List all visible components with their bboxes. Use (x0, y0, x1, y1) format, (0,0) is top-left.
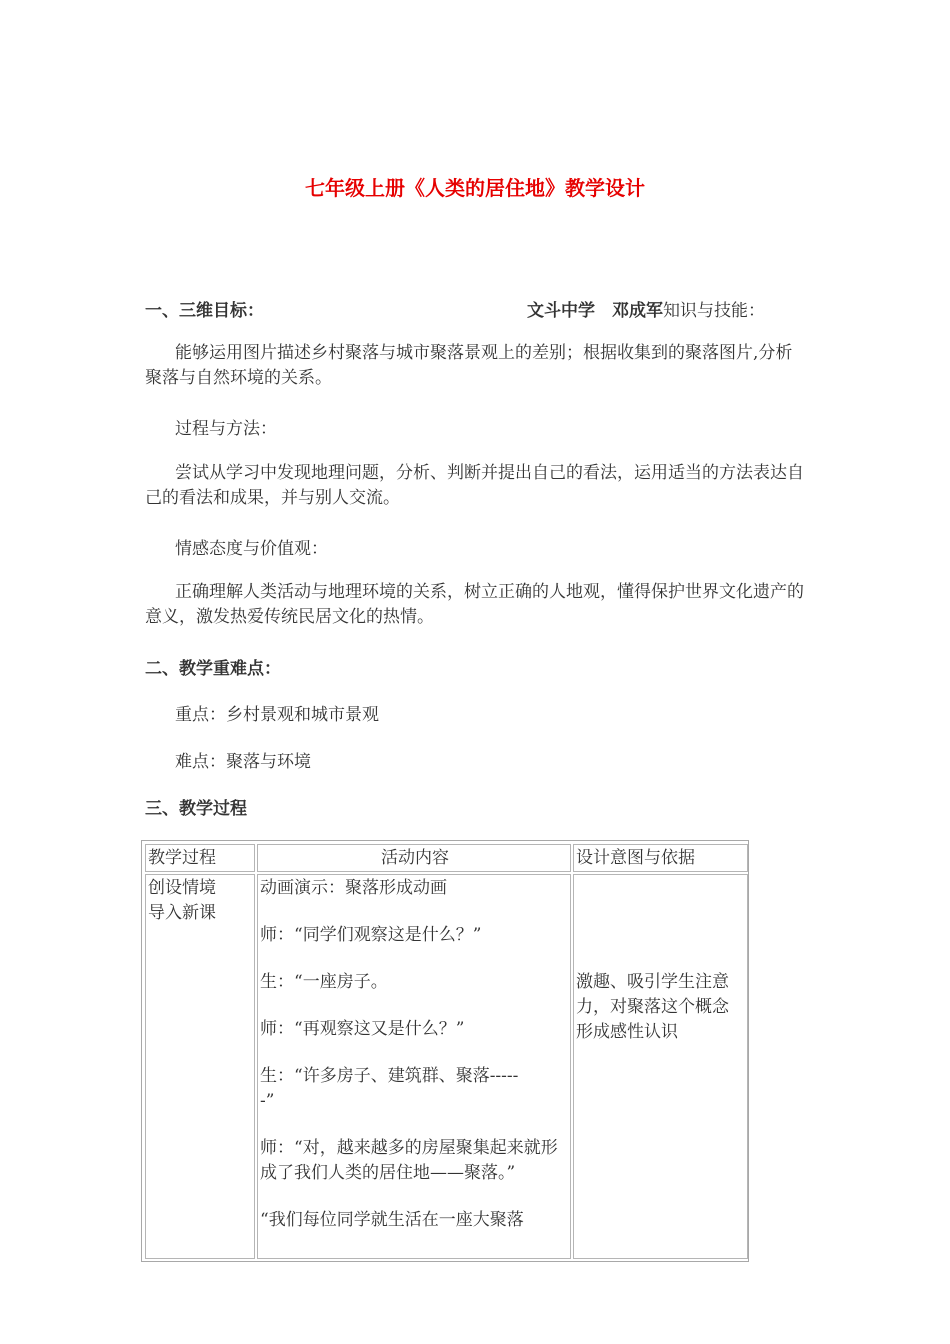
activity-line: 师：“对，越来越多的房屋聚集起来就形成了我们人类的居住地——聚落。” (260, 1138, 558, 1183)
activity-line: 生：“许多房子、建筑群、聚落------” (260, 1066, 519, 1111)
author-line (527, 296, 765, 321)
section1-heading: 一、三维目标： (145, 301, 264, 321)
activity-line: 生：“一座房子。 (260, 972, 388, 992)
section2-heading: 二、教学重难点： (145, 659, 281, 679)
row1-activities (257, 874, 571, 1259)
stage-line-2: 导入新课 (148, 903, 216, 923)
header-activity: 活动内容 (257, 844, 571, 872)
section3-heading: 三、教学过程 (145, 799, 247, 819)
document-title: 七年级上册《人类的居住地》教学设计 (305, 176, 645, 200)
school-author: 文斗中学 邓成军 (527, 301, 663, 321)
process-label: 过程与方法： (175, 419, 277, 439)
teaching-process-table (141, 840, 749, 1262)
process-text: 尝试从学习中发现地理问题，分析、判断并提出自己的看法，运用适当的方法表达自己的看法和成果，并与别人交流。 (145, 463, 804, 508)
emotion-label: 情感态度与价值观： (175, 539, 328, 559)
stage-line-1: 创设情境 (148, 878, 216, 898)
knowledge-text: 能够运用图片描述乡村聚落与城市聚落景观上的差别；根据收集到的聚落图片,分析聚落与自然环境的关系。 (145, 343, 793, 388)
emotion-text: 正确理解人类活动与地理环境的关系，树立正确的人地观，懂得保护世界文化遗产的意义，激发热爱传统民居文化的热情。 (145, 582, 804, 627)
activity-line: “我们每位同学就生活在一座大聚落 (260, 1210, 524, 1230)
header-intent: 设计意图与依据 (573, 844, 748, 872)
difficulty: 难点：聚落与环境 (175, 752, 311, 772)
activity-line: 师：“再观察这又是什么？” (260, 1019, 465, 1039)
activity-line: 动画演示：聚落形成动画 (260, 878, 447, 898)
row1-intent: 激趣、吸引学生注意力，对聚落这个概念形成感性认识 (573, 874, 748, 1259)
row1-stage (145, 874, 255, 1259)
header-stage: 教学过程 (145, 844, 255, 872)
key-point: 重点：乡村景观和城市景观 (175, 705, 379, 725)
activity-line: 师：“同学们观察这是什么？” (260, 925, 482, 945)
knowledge-label: 知识与技能： (663, 301, 765, 321)
